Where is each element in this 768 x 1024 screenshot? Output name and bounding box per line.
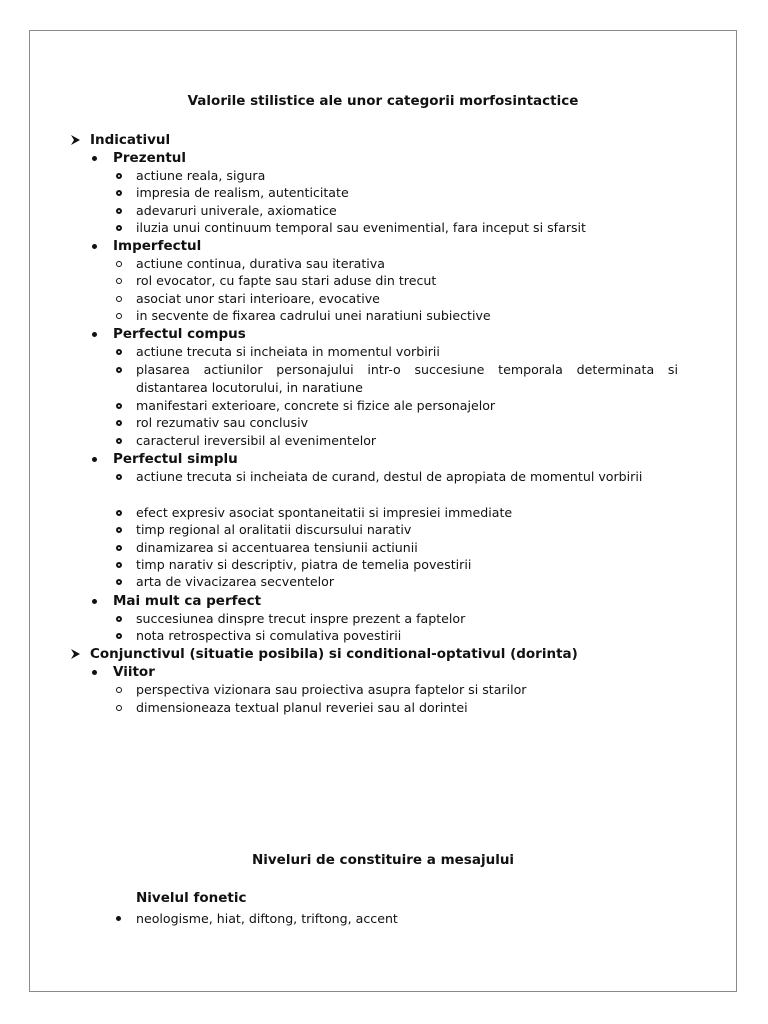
document-page — [29, 30, 737, 992]
circle-bullet-icon — [116, 527, 122, 533]
circle-bullet-icon — [116, 190, 122, 196]
arrow-bullet-icon — [68, 131, 84, 149]
section-title-niveluri: Niveluri de constituire a mesajului — [251, 852, 515, 868]
circle-bullet-icon — [116, 545, 122, 551]
circle-bullet-icon — [116, 687, 122, 693]
list-item: nota retrospectiva si comulativa povestirii — [136, 627, 678, 645]
section-heading-indicativul: Indicativul — [90, 131, 170, 149]
circle-bullet-icon — [116, 562, 122, 568]
circle-bullet-icon — [116, 474, 122, 480]
subsection-heading-viitor: Viitor — [113, 664, 155, 680]
circle-bullet-icon — [116, 579, 122, 585]
subsection-heading-perfectul-simplu: Perfectul simplu — [113, 451, 238, 467]
circle-bullet-icon — [116, 403, 122, 409]
list-item: rol evocator, cu fapte sau stari aduse din trecut — [136, 272, 678, 290]
list-item: neologisme, hiat, diftong, triftong, accent — [136, 911, 398, 926]
arrow-bullet-icon — [68, 645, 84, 663]
subsection-heading-imperfectul: Imperfectul — [113, 238, 202, 254]
circle-bullet-icon — [116, 510, 122, 516]
circle-bullet-icon — [116, 173, 122, 179]
list-item: actiune trecuta si incheiata in momentul vorbirii — [136, 343, 678, 361]
list-item: rol rezumativ sau conclusiv — [136, 414, 678, 432]
list-item: timp regional al oralitatii discursului narativ — [136, 521, 678, 539]
list-item: actiune reala, sigura — [136, 167, 678, 185]
list-item: asociat unor stari interioare, evocative — [136, 290, 678, 308]
list-item: caracterul ireversibil al evenimentelor — [136, 432, 678, 450]
list-item: dimensioneaza textual planul reveriei sau al dorintei — [136, 699, 678, 717]
list-item: timp narativ si descriptiv, piatra de temelia povestirii — [136, 556, 678, 574]
subsection-heading-prezentul: Prezentul — [113, 150, 187, 166]
circle-bullet-icon — [116, 296, 122, 302]
list-item: impresia de realism, autenticitate — [136, 184, 678, 202]
list-item: in secvente de fixarea cadrului unei naratiuni subiective — [136, 307, 678, 325]
section-heading-conjunctivul: Conjunctivul (situatie posibila) si conditional-optativul (dorinta) — [90, 645, 578, 663]
circle-bullet-icon — [116, 438, 122, 444]
circle-bullet-icon — [116, 349, 122, 355]
circle-bullet-icon — [116, 208, 122, 214]
list-item: manifestari exterioare, concrete si fizice ale personajelor — [136, 397, 678, 415]
list-item: plasarea actiunilor personajului intr-o succesiune temporala determinata si distantarea locutorului, in naratiune — [136, 361, 678, 396]
list-item: actiune continua, durativa sau iterativa — [136, 255, 678, 273]
document-title: Valorile stilistice ale unor categorii morfosintactice — [187, 93, 579, 109]
list-item: dinamizarea si accentuarea tensiunii actiunii — [136, 539, 678, 557]
list-item: iluzia unui continuum temporal sau evenimential, fara inceput si sfarsit — [136, 219, 678, 237]
subheading-nivelul-fonetic: Nivelul fonetic — [136, 890, 247, 906]
list-item: arta de vivacizarea secventelor — [136, 573, 678, 591]
list-item: efect expresiv asociat spontaneitatii si impresiei immediate — [136, 504, 678, 522]
list-item: succesiunea dinspre trecut inspre prezent a faptelor — [136, 610, 678, 628]
circle-bullet-icon — [116, 261, 122, 267]
circle-bullet-icon — [116, 278, 122, 284]
circle-bullet-icon — [116, 633, 122, 639]
circle-bullet-icon — [116, 367, 122, 373]
circle-bullet-icon — [116, 705, 122, 711]
subsection-heading-mai-mult-ca-perfect: Mai mult ca perfect — [113, 593, 262, 609]
circle-bullet-icon — [116, 616, 122, 622]
circle-bullet-icon — [116, 420, 122, 426]
list-item: actiune trecuta si incheiata de curand, destul de apropiata de momentul vorbirii — [136, 468, 678, 486]
circle-bullet-icon — [116, 225, 122, 231]
list-item: adevaruri univerale, axiomatice — [136, 202, 678, 220]
list-item: perspectiva vizionara sau proiectiva asupra faptelor si starilor — [136, 681, 678, 699]
circle-bullet-icon — [116, 313, 122, 319]
subsection-heading-perfectul-compus: Perfectul compus — [113, 326, 246, 342]
